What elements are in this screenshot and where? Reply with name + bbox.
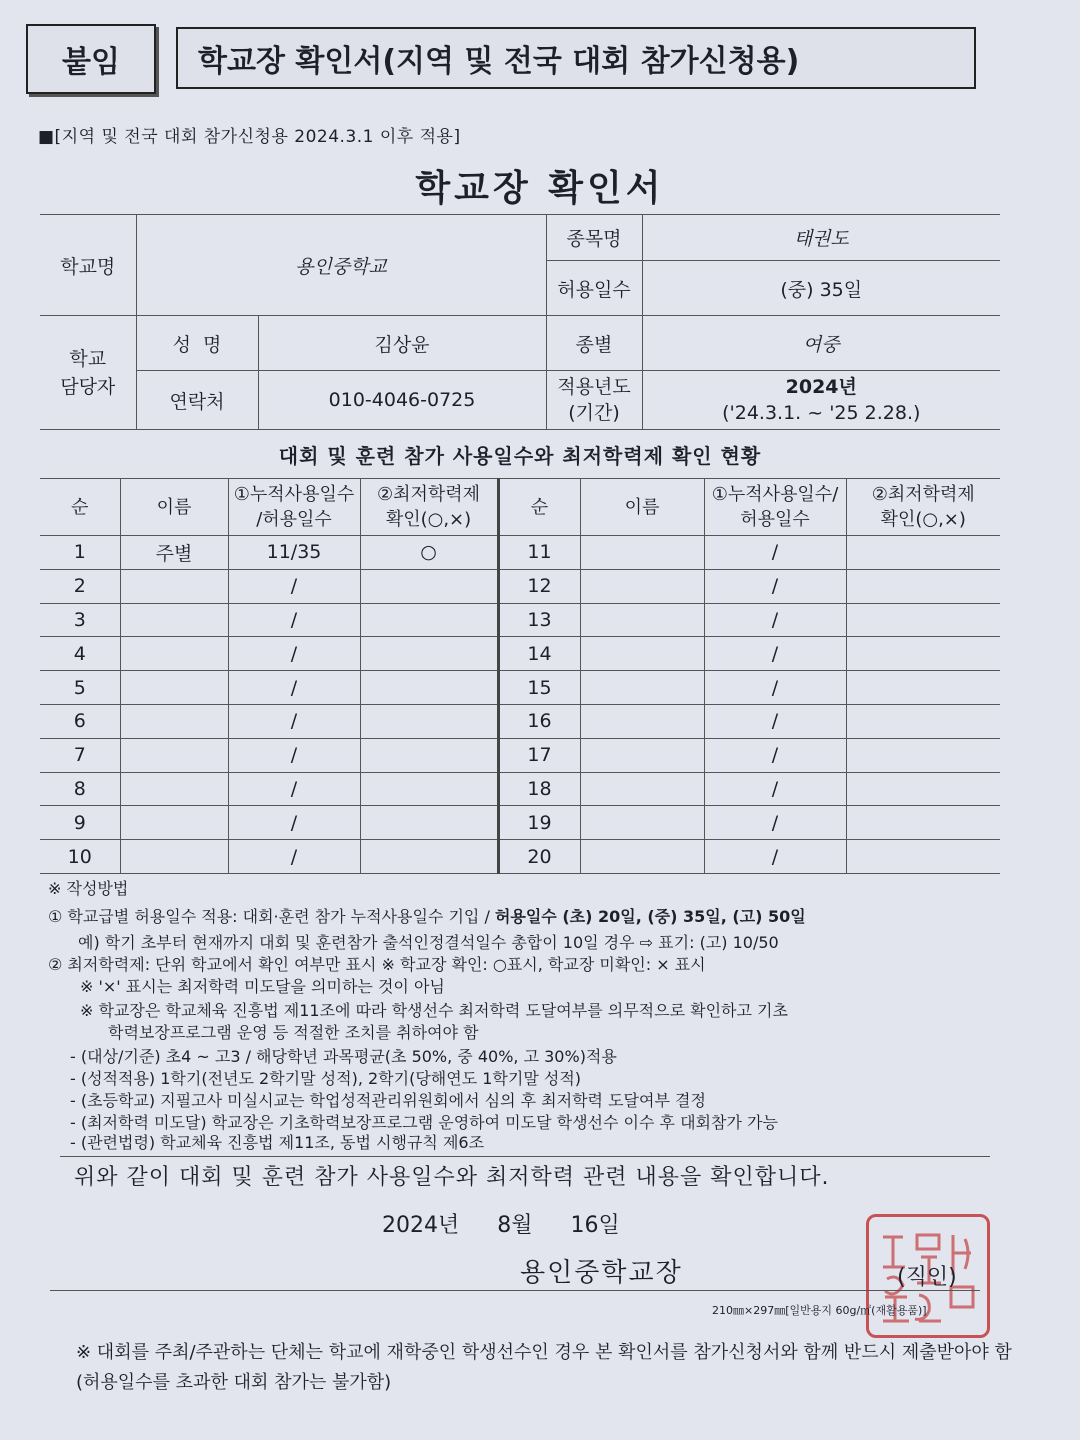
status-table bbox=[40, 478, 1000, 874]
detail-5: - (관련법령) 학교체육 진흥법 제11조, 동법 시행규칙 제6조 bbox=[70, 1133, 485, 1152]
table-row bbox=[40, 738, 1000, 772]
status-header-6: 이름 bbox=[580, 479, 704, 536]
status-cell-name bbox=[120, 738, 228, 772]
status-cell-no: 15 bbox=[498, 671, 580, 705]
period-value: ('24.3.1. ~ '25 2.28.) bbox=[722, 402, 921, 424]
status-cell-days: / bbox=[704, 840, 846, 874]
status-cell-days: / bbox=[704, 536, 846, 570]
status-cell-days: / bbox=[704, 603, 846, 637]
status-cell-name bbox=[580, 806, 704, 840]
table-row bbox=[40, 637, 1000, 671]
status-cell-no: 6 bbox=[40, 704, 120, 738]
allowed-days-label: 허용일수 bbox=[546, 261, 642, 316]
status-cell-days: / bbox=[704, 738, 846, 772]
status-header-8: ②최저학력제 확인(○,×) bbox=[846, 479, 1000, 536]
status-cell-no: 10 bbox=[40, 840, 120, 874]
status-header-5: 순 bbox=[498, 479, 580, 536]
status-cell-check bbox=[846, 603, 1000, 637]
status-cell-no: 17 bbox=[498, 738, 580, 772]
status-cell-no: 14 bbox=[498, 637, 580, 671]
date-month: 8월 bbox=[497, 1213, 533, 1238]
status-cell-check bbox=[360, 704, 498, 738]
status-cell-check bbox=[846, 704, 1000, 738]
status-cell-no: 20 bbox=[498, 840, 580, 874]
status-cell-days: / bbox=[704, 704, 846, 738]
status-cell-check bbox=[846, 637, 1000, 671]
footer-note: ※ 대회를 주최/주관하는 단체는 학교에 재학중인 학생선수인 경우 본 확인서를 참가신청서와 함께 반드시 제출받아야 함(허용일수를 초과한 대회 참가는 불가함) bbox=[76, 1342, 1012, 1393]
status-cell-name bbox=[580, 536, 704, 570]
status-cell-no: 11 bbox=[498, 536, 580, 570]
status-cell-days: / bbox=[228, 772, 360, 806]
status-title: 대회 및 훈련 참가 사용일수와 최저학력제 확인 현황 bbox=[278, 444, 762, 468]
info-table bbox=[40, 214, 1000, 430]
school-name: 용인중학교 bbox=[136, 215, 546, 316]
status-cell-days: / bbox=[704, 772, 846, 806]
table-row bbox=[40, 536, 1000, 570]
status-cell-no: 18 bbox=[498, 772, 580, 806]
note-4: ※ 학교장은 학교체육 진흥법 제11조에 따라 학생선수 최저학력 도달여부를 의무적으로 확인하고 기초 bbox=[80, 1001, 788, 1020]
status-cell-name bbox=[580, 671, 704, 705]
table-row bbox=[40, 840, 1000, 874]
status-cell-check bbox=[846, 840, 1000, 874]
status-header-4: ②최저학력제 확인(○,×) bbox=[360, 479, 498, 536]
status-header-1: 순 bbox=[40, 479, 120, 536]
year-value: 2024년 bbox=[785, 376, 857, 398]
table-row bbox=[40, 772, 1000, 806]
status-cell-check bbox=[360, 637, 498, 671]
table-row bbox=[40, 806, 1000, 840]
status-cell-no: 13 bbox=[498, 603, 580, 637]
status-cell-name bbox=[120, 637, 228, 671]
note-1-example: 예) 학기 초부터 현재까지 대회 및 훈련참가 출석인정결석일수 총합이 10일 경우 ⇨ 표기: (고) 10/50 bbox=[78, 933, 779, 952]
status-cell-name bbox=[120, 569, 228, 603]
status-cell-name bbox=[120, 671, 228, 705]
date-year: 2024년 bbox=[382, 1213, 460, 1238]
status-cell-no: 19 bbox=[498, 806, 580, 840]
status-cell-name bbox=[120, 603, 228, 637]
status-cell-no: 16 bbox=[498, 704, 580, 738]
status-cell-days: / bbox=[228, 806, 360, 840]
status-cell-name bbox=[120, 806, 228, 840]
name-label: 성 명 bbox=[136, 316, 258, 371]
paper-spec: 210㎜×297㎜[일반용지 60g/㎡(재활용품)] bbox=[712, 1304, 927, 1317]
principal-title: 용인중학교장 bbox=[520, 1258, 683, 1288]
table-row bbox=[40, 671, 1000, 705]
note-1-text: ① 학교급별 허용일수 적용: 대회·훈련 참가 누적사용일수 기입 / bbox=[48, 907, 495, 926]
status-cell-days: / bbox=[704, 637, 846, 671]
status-cell-name bbox=[580, 637, 704, 671]
status-cell-check bbox=[360, 603, 498, 637]
notes-divider bbox=[60, 1156, 990, 1157]
event-label: 종목명 bbox=[546, 215, 642, 261]
status-cell-check bbox=[360, 840, 498, 874]
detail-2: - (성적적용) 1학기(전년도 2학기말 성적), 2학기(당해연도 1학기말 성적) bbox=[70, 1069, 582, 1088]
status-cell-no: 4 bbox=[40, 637, 120, 671]
issue-date bbox=[382, 1208, 658, 1239]
date-day: 16일 bbox=[570, 1213, 620, 1238]
status-cell-check bbox=[360, 569, 498, 603]
status-cell-check bbox=[846, 738, 1000, 772]
status-cell-days: / bbox=[228, 603, 360, 637]
detail-1: - (대상/기준) 초4 ~ 고3 / 해당학년 과목평균(초 50%, 중 40%, 고 30%)적용 bbox=[70, 1047, 617, 1066]
table-row bbox=[40, 569, 1000, 603]
status-cell-no: 8 bbox=[40, 772, 120, 806]
contact-value: 010-4046-0725 bbox=[258, 371, 546, 430]
status-cell-days: / bbox=[228, 704, 360, 738]
status-cell-days: / bbox=[228, 637, 360, 671]
allowed-days-value: (중) 35일 bbox=[642, 261, 1000, 316]
table-row bbox=[40, 603, 1000, 637]
status-cell-check bbox=[846, 536, 1000, 570]
status-cell-check bbox=[846, 772, 1000, 806]
status-cell-no: 1 bbox=[40, 536, 120, 570]
seal-label: (직인) bbox=[897, 1265, 957, 1290]
school-label: 학교명 bbox=[40, 215, 136, 316]
gender-value: 여중 bbox=[642, 316, 1000, 371]
note-3: ※ '×' 표시는 최저학력 미도달을 의미하는 것이 아님 bbox=[80, 977, 445, 996]
status-cell-check bbox=[846, 806, 1000, 840]
detail-4: - (최저학력 미도달) 학교장은 기초학력보장프로그램 운영하여 미도달 학생선수 이수 후 대회참가 가능 bbox=[70, 1113, 778, 1132]
status-cell-check bbox=[360, 806, 498, 840]
status-cell-name bbox=[580, 840, 704, 874]
status-header-7: ①누적사용일수/ 허용일수 bbox=[704, 479, 846, 536]
status-cell-days: / bbox=[704, 569, 846, 603]
status-cell-no: 5 bbox=[40, 671, 120, 705]
status-cell-days: / bbox=[228, 569, 360, 603]
event-name: 태권도 bbox=[642, 215, 1000, 261]
year-cell bbox=[642, 371, 1000, 430]
status-cell-name bbox=[120, 704, 228, 738]
status-cell-days: / bbox=[228, 671, 360, 705]
status-cell-days: 11/35 bbox=[228, 536, 360, 570]
status-cell-check bbox=[846, 671, 1000, 705]
status-cell-no: 3 bbox=[40, 603, 120, 637]
form-subtitle: ■[지역 및 전국 대회 참가신청용 2024.3.1 이후 적용] bbox=[38, 127, 461, 147]
status-cell-days: / bbox=[228, 840, 360, 874]
manager-label: 학교 담당자 bbox=[40, 316, 136, 430]
gender-label: 종별 bbox=[546, 316, 642, 371]
status-header-2: 이름 bbox=[120, 479, 228, 536]
note-1 bbox=[48, 904, 806, 927]
note-2: ② 최저학력제: 단위 학교에서 확인 여부만 표시 ※ 학교장 확인: ○표시, 학교장 미확인: × 표시 bbox=[48, 955, 706, 974]
status-cell-check bbox=[360, 671, 498, 705]
note-4-cont: 학력보장프로그램 운영 등 적절한 조치를 취하여야 함 bbox=[108, 1023, 479, 1042]
status-header-3: ①누적사용일수 /허용일수 bbox=[228, 479, 360, 536]
contact-label: 연락처 bbox=[136, 371, 258, 430]
status-cell-days: / bbox=[704, 806, 846, 840]
status-cell-check bbox=[360, 738, 498, 772]
detail-3: - (초등학교) 지필고사 미실시교는 학업성적관리위원회에서 심의 후 최저학력 도달여부 결정 bbox=[70, 1091, 706, 1110]
status-cell-no: 7 bbox=[40, 738, 120, 772]
table-row bbox=[40, 704, 1000, 738]
year-label: 적용년도 (기간) bbox=[546, 371, 642, 430]
status-cell-name bbox=[120, 840, 228, 874]
status-cell-name bbox=[580, 569, 704, 603]
status-cell-check bbox=[360, 772, 498, 806]
bottom-divider bbox=[50, 1290, 980, 1291]
status-cell-name bbox=[580, 603, 704, 637]
status-cell-no: 12 bbox=[498, 569, 580, 603]
note-1-allowed: 허용일수 (초) 20일, (중) 35일, (고) 50일 bbox=[494, 907, 806, 926]
manager-name: 김상윤 bbox=[258, 316, 546, 371]
status-cell-days: / bbox=[228, 738, 360, 772]
status-cell-check bbox=[846, 569, 1000, 603]
document-title: 학교장 확인서 bbox=[415, 168, 665, 209]
status-cell-check: ○ bbox=[360, 536, 498, 570]
status-cell-name bbox=[580, 772, 704, 806]
status-cell-name bbox=[120, 772, 228, 806]
status-cell-name bbox=[580, 704, 704, 738]
confirm-statement: 위와 같이 대회 및 훈련 참가 사용일수와 최저학력 관련 내용을 확인합니다. bbox=[74, 1165, 830, 1190]
header-title: 학교장 확인서(지역 및 전국 대회 참가신청용) bbox=[176, 27, 976, 89]
status-cell-no: 9 bbox=[40, 806, 120, 840]
notes-heading: ※ 작성방법 bbox=[48, 879, 129, 898]
attachment-tag: 붙임 bbox=[26, 24, 156, 94]
status-cell-name: 주별 bbox=[120, 536, 228, 570]
status-cell-no: 2 bbox=[40, 569, 120, 603]
status-cell-name bbox=[580, 738, 704, 772]
status-cell-days: / bbox=[704, 671, 846, 705]
